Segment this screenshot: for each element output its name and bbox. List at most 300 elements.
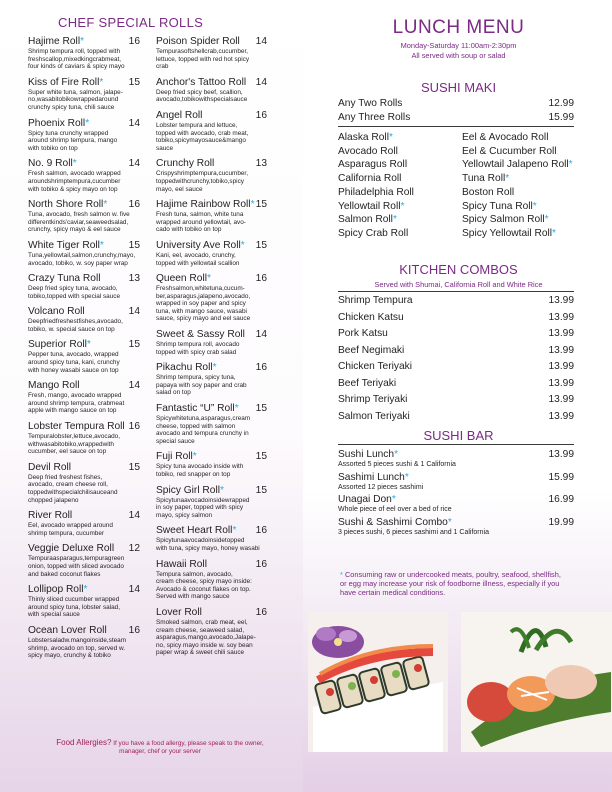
roll-item (28, 240, 140, 267)
maki-item-name: Spicy Tuna Roll (462, 200, 533, 212)
roll-name: Sweet Heart Roll (156, 525, 233, 537)
roll-description: Freshsalmon,whitetuna,cucum- (156, 285, 245, 293)
roll-description: Fresh salmon, avocado wrapped (28, 170, 121, 178)
roll-item (28, 421, 140, 456)
sushi-bar-header (338, 449, 574, 461)
roll-item (156, 485, 267, 520)
roll-title (156, 362, 217, 374)
roll-price: 16 (255, 525, 267, 537)
raw-food-disclaimer (340, 570, 565, 597)
maki-item (462, 158, 573, 172)
roll-price: 15 (128, 239, 140, 251)
disclaimer-text: Consuming raw or undercooked meats, poultry, seafood, shellfish, or egg may increase your risk of foodborne illness, especially if you have certain medical conditions. (340, 570, 561, 597)
roll-header (156, 199, 267, 211)
sushi-bar-description: Assorted 5 pieces sushi & 1 California (338, 461, 456, 468)
roll-price: 15 (255, 451, 267, 463)
roll-header (156, 607, 267, 619)
combo-row (338, 345, 574, 356)
roll-title (156, 240, 245, 252)
roll-description: Kani, eel, avocado, crunchy, (156, 251, 236, 259)
roll-description: cream cheese, seaweed salad, (156, 626, 245, 634)
roll-price: 14 (128, 510, 140, 522)
roll-price: 15 (128, 339, 140, 351)
combo-price: 13.99 (548, 377, 574, 389)
roll-description: Fresh, mango, avocado wrapped (28, 392, 122, 400)
roll-price: 12 (128, 543, 140, 555)
maki-item-name: Salmon Roll (338, 214, 393, 226)
maki-item (338, 213, 414, 227)
roll-description: Deep fried spicy tuna, avocado, (28, 285, 118, 293)
star-icon: * (86, 339, 91, 351)
roll-description: toppedwithspecialchilisauceand (28, 489, 118, 496)
combo-price: 13.99 (548, 344, 574, 356)
roll-title (156, 273, 211, 285)
chef-special-column-2 (156, 36, 267, 663)
roll-name: Mango Roll (28, 380, 80, 392)
disclaimer-star: * (340, 570, 343, 579)
maki-item-name: Boston Roll (462, 186, 515, 198)
roll-name: Hajime Roll (28, 36, 81, 47)
roll-name: North Shore Roll (28, 199, 104, 211)
roll-description: cheese, topped with salmon (156, 422, 236, 430)
roll-title (156, 36, 240, 48)
roll-price: 13 (255, 158, 267, 170)
roll-name: Phoenix Roll (28, 117, 86, 129)
roll-name: Volcano Roll (28, 306, 85, 318)
roll-price: 16 (128, 199, 140, 211)
maki-item (338, 200, 414, 214)
roll-name: Devil Roll (28, 461, 72, 473)
roll-title (156, 403, 239, 415)
roll-description: Served with mango sauce (156, 593, 230, 601)
roll-description: topped with spicy crab salad (156, 348, 237, 356)
roll-title (156, 451, 197, 463)
roll-title (28, 510, 72, 522)
roll-title (156, 199, 255, 211)
roll-price: 15 (128, 461, 140, 473)
roll-description: Tempura salmon, avocado, (156, 570, 233, 578)
combo-price: 13.99 (548, 410, 574, 422)
roll-description: in soy paper, topped with spicy (156, 504, 244, 512)
roll-title (28, 625, 107, 637)
maki-price-label: Any Two Rolls (338, 98, 403, 109)
roll-title (156, 559, 207, 571)
maki-item (338, 227, 414, 241)
roll-item (28, 625, 140, 660)
combo-price: 13.99 (548, 295, 574, 306)
roll-title (28, 36, 84, 48)
roll-title (28, 158, 77, 170)
roll-name: Crazy Tuna Roll (28, 273, 101, 285)
roll-description: differentkinds'caviar,seaweedsalad, (28, 218, 129, 226)
sushi-bar-header (338, 494, 574, 506)
roll-header (156, 36, 267, 48)
roll-item (28, 77, 140, 112)
roll-item (28, 380, 140, 415)
roll-description: Tempurasoftshellcrab,cucumber, (156, 48, 248, 55)
roll-description: onion, topped with sliced avocado (28, 562, 124, 570)
maki-item-name: Eel & Avocado Roll (462, 132, 549, 143)
combo-name: Beef Negimaki (338, 344, 405, 356)
star-icon: * (72, 158, 77, 170)
roll-price: 15 (255, 239, 267, 251)
maki-item-name: Spicy Yellowtail Roll (462, 227, 553, 239)
roll-price: 14 (128, 117, 140, 129)
roll-description: around spicy tuna, kani, crunchy (28, 359, 120, 367)
maki-item-name: Spicy Salmon Roll (462, 214, 545, 226)
roll-title (156, 77, 246, 89)
star-icon: * (85, 117, 90, 129)
roll-title (156, 158, 214, 170)
roll-header (28, 584, 140, 596)
roll-name: Superior Roll (28, 339, 87, 351)
roll-description: Shrimp tempura roll, topped with (28, 48, 120, 55)
lunch-hours: Monday-Saturday 11:00am-2:30pm (400, 41, 517, 50)
roll-name: Veggie Deluxe Roll (28, 543, 115, 555)
roll-description: crab (156, 63, 169, 71)
roll-header (156, 451, 267, 463)
star-icon: * (232, 525, 237, 537)
roll-description: papaya with soy paper and crab (156, 381, 247, 389)
roll-price: 14 (128, 306, 140, 318)
sushi-bar-title: SUSHI BAR (423, 428, 494, 443)
roll-item (156, 36, 267, 71)
roll-description: Eel, avocado wrapped around (28, 522, 113, 530)
star-icon: * (400, 200, 405, 212)
roll-item (28, 199, 140, 234)
roll-description: Tempuraasparagus,tempuragreen (28, 555, 125, 563)
roll-name: Anchor's Tattoo Roll (156, 76, 247, 88)
star-icon: * (532, 200, 537, 212)
roll-header (156, 110, 267, 122)
roll-item (28, 36, 140, 71)
combo-name: Salmon Teriyaki (338, 410, 410, 422)
maki-price: 12.99 (548, 98, 574, 109)
roll-price: 14 (128, 584, 140, 596)
roll-header (28, 625, 140, 637)
star-icon: * (391, 494, 396, 505)
roll-name: Queen Roll (156, 273, 207, 285)
star-icon: * (544, 214, 549, 226)
roll-description: tobiko,spicymayosauce&mango (156, 137, 246, 145)
roll-title (28, 273, 100, 285)
maki-item-name: California Roll (338, 173, 402, 185)
roll-description: lettuce, topped with red hot spicy (156, 55, 250, 63)
roll-description: around shrimp tempura, crabmeat (28, 399, 125, 407)
star-icon: * (99, 76, 104, 88)
star-icon: * (388, 132, 393, 143)
roll-name: Angel Roll (156, 109, 203, 121)
roll-description: no,wasabitobikowrappedaround (28, 96, 119, 104)
roll-description: avocado and tempura crunchy in (156, 430, 249, 438)
sushi-bar-price: 16.99 (548, 494, 574, 505)
combo-price: 13.99 (548, 361, 574, 372)
roll-description: Lobster tempura and lettuce, (156, 121, 238, 129)
roll-description: tobiko,topped with special sauce (28, 292, 121, 300)
combo-price: 13.99 (548, 328, 574, 339)
lunch-menu-title: LUNCH MENU (392, 17, 525, 38)
combo-name: Shrimp Tempura (338, 295, 413, 306)
roll-name: Fantastic “U” Roll (156, 403, 235, 415)
roll-description: Shrimp tempura roll, avocado (156, 341, 240, 349)
star-icon: * (404, 472, 409, 483)
sushi-bar-title (338, 472, 409, 484)
roll-name: Kiss of Fire Roll (28, 76, 100, 88)
roll-description: sauce (156, 144, 174, 152)
roll-item (156, 110, 267, 152)
sushi-bar-price: 13.99 (548, 449, 574, 460)
roll-header (28, 543, 140, 555)
star-icon: * (568, 159, 573, 171)
roll-item (28, 462, 140, 504)
kitchen-combos-title: KITCHEN COMBOS (399, 262, 518, 277)
roll-price: 16 (255, 273, 267, 285)
roll-name: Sweet & Sassy Roll (156, 329, 245, 341)
roll-name: White Tiger Roll (28, 239, 100, 251)
roll-description: Tuna,yellowtail,salmon,crunchy,mayo, (28, 251, 136, 259)
sushi-bar-header (338, 517, 574, 529)
roll-description: Tempuralobster,lettuce,avocado, (28, 433, 121, 441)
combo-name: Chicken Teriyaki (338, 361, 412, 372)
maki-item-name: Eel & Cucumber Roll (462, 145, 557, 157)
roll-item (156, 158, 267, 193)
combo-name: Shrimp Teriyaki (338, 394, 408, 405)
roll-name: Spicy Girl Roll (156, 484, 220, 496)
sushi-bar-title (338, 494, 396, 506)
star-icon: * (192, 451, 197, 463)
roll-header (156, 403, 267, 415)
roll-price: 16 (255, 606, 267, 618)
roll-price: 15 (128, 76, 140, 88)
roll-header (156, 273, 267, 285)
roll-header (28, 273, 140, 285)
roll-description: topped with yellowtail scallion (156, 259, 240, 267)
roll-description: tobiko, w. special sauce on top (28, 325, 115, 333)
roll-description: paper wrap & sweet chili sauce (156, 649, 245, 657)
roll-header (156, 158, 267, 170)
combo-name: Pork Katsu (338, 328, 388, 339)
roll-title (28, 240, 104, 252)
roll-description: toppedwithcrunchy,tobiko,spicy (156, 177, 244, 185)
combo-row (338, 361, 574, 372)
maki-item (462, 131, 573, 145)
roll-title (28, 421, 125, 433)
roll-description: withwasabitobiko,wrappedwith (28, 440, 114, 448)
roll-name: River Roll (28, 510, 73, 522)
maki-item (462, 227, 573, 241)
combo-price: 13.99 (548, 394, 574, 405)
roll-description: sauce, spicy mayo and eel sauce (156, 315, 251, 323)
sushi-bar-name: Sashimi Lunch (338, 472, 405, 483)
maki-item (338, 131, 414, 145)
roll-name: Ocean Lover Roll (28, 624, 107, 636)
combo-row (338, 411, 574, 422)
sushi-bar-title (338, 449, 398, 461)
maki-item-name: Tuna Roll (462, 173, 506, 185)
roll-header (28, 510, 140, 522)
roll-name: Hajime Rainbow Roll (156, 199, 251, 211)
roll-item (156, 451, 267, 478)
roll-name: Lover Roll (156, 606, 202, 618)
roll-description: Tuna, avocado, fresh salmon w. five (28, 211, 130, 219)
roll-header (156, 559, 267, 571)
maki-item-name: Avocado Roll (338, 145, 398, 157)
star-icon: * (206, 273, 211, 285)
roll-description: Smoked salmon, crab meat, eel, (156, 618, 248, 626)
roll-title (28, 380, 80, 392)
kitchen-combos-subtitle: Served with Shumai, California Roll and White Rice (374, 280, 543, 289)
maki-item-name: Alaska Roll (338, 132, 389, 143)
roll-item (28, 118, 140, 153)
sushi-bar-name: Sushi Lunch (338, 449, 395, 460)
maki-item (462, 172, 573, 186)
combo-price: 13.99 (548, 311, 574, 323)
roll-item (156, 559, 267, 601)
sushi-roll-photo (308, 612, 448, 752)
roll-title (28, 306, 85, 318)
roll-description: cream cheese, spicy mayo inside: (156, 578, 252, 586)
roll-header (28, 240, 140, 252)
roll-title (28, 462, 71, 474)
roll-header (28, 158, 140, 170)
roll-description: Shrimp tempura, spicy tuna, (156, 374, 236, 382)
maki-item (462, 186, 573, 200)
roll-description: Super white tuna, salmon, jalape- (28, 88, 123, 96)
sushi-bar-price: 15.99 (548, 472, 574, 483)
star-icon: * (234, 403, 239, 415)
sushi-bar-divider (338, 444, 574, 445)
roll-name: University Ave Roll (156, 239, 241, 251)
food-allergy-label: Food Allergies? (56, 738, 112, 747)
roll-description: Avocado & coconut flakes on top. (156, 585, 251, 593)
roll-description: ber,asparagus,jalapeno,avocado, (156, 292, 251, 300)
maki-item-name: Yellowtail Jalapeno Roll (462, 159, 569, 171)
roll-description: Fresh tuna, salmon, white tuna (156, 211, 244, 219)
combo-name: Chicken Katsu (338, 311, 404, 323)
roll-name: Pikachu Roll (156, 362, 213, 374)
roll-header (156, 525, 267, 537)
maki-item (462, 213, 573, 227)
roll-header (156, 329, 267, 341)
sushi-bar-name: Sushi & Sashimi Combo (338, 517, 448, 528)
maki-item (462, 200, 573, 214)
maki-divider (338, 126, 574, 127)
roll-description: Deep fried spicy beef, scallion, (156, 88, 243, 96)
roll-item (28, 339, 140, 374)
roll-header (28, 118, 140, 130)
roll-price: 16 (128, 36, 140, 47)
star-icon: * (394, 449, 399, 460)
star-icon: * (212, 362, 217, 374)
roll-header (28, 421, 140, 433)
maki-item-name: Philadelphia Roll (338, 186, 414, 198)
roll-item (28, 510, 140, 537)
roll-description: chopped jalapeno (28, 496, 79, 504)
maki-item (338, 158, 414, 172)
sushi-bar-item (338, 517, 574, 537)
sushi-bar-name: Unagai Don (338, 494, 392, 505)
roll-description: tuna, with mango sauce, wasabi (156, 307, 247, 315)
roll-description: around shrimp tempura, mango (28, 137, 118, 145)
roll-description: Thinly sliced cucumber wrapped (28, 596, 120, 604)
roll-description: with tobiko & spicy mayo on top (28, 185, 118, 193)
roll-description: mayo, eel sauce (156, 185, 203, 193)
roll-title (156, 110, 202, 122)
roll-name: Crunchy Roll (156, 158, 215, 170)
star-icon: * (219, 484, 224, 496)
roll-price: 14 (255, 76, 267, 88)
roll-price: 14 (128, 158, 140, 170)
roll-description: Spicywhitetuna,asparagus,cream (156, 415, 251, 423)
sushi-bar-description: Whole piece of eel over a bed of rice (338, 506, 452, 513)
roll-title (28, 77, 103, 89)
maki-item-name: Asparagus Roll (338, 159, 408, 171)
roll-description: Crispyshrimptempura,cucumber, (156, 170, 248, 178)
sushi-maki-title: SUSHI MAKI (420, 80, 497, 95)
roll-item (28, 584, 140, 619)
roll-header (28, 339, 140, 351)
roll-description: special sauce (156, 437, 195, 445)
roll-header (28, 36, 140, 48)
sashimi-photo (461, 612, 612, 752)
food-allergy-text-1: If you have a food allergy, please speak to the owner, (111, 740, 264, 747)
roll-price: 16 (255, 558, 267, 570)
roll-title (156, 329, 245, 341)
combo-row (338, 394, 574, 405)
roll-title (28, 199, 107, 211)
star-icon: * (99, 239, 104, 251)
roll-price: 15 (255, 403, 267, 415)
maki-list-left (338, 131, 414, 241)
roll-header (156, 77, 267, 89)
lunch-note: All served with soup or salad (411, 51, 506, 60)
roll-description: around spicy tuna, lobster salad, (28, 603, 121, 611)
roll-name: Lobster Tempura Roll (28, 421, 125, 433)
roll-description: with tuna, spicy mayo, honey wasabi (156, 544, 260, 552)
star-icon: * (552, 227, 557, 239)
roll-description: freshscallop,mixedkingcrabmeat, (28, 55, 122, 63)
roll-description: Deep fried freshest fishes, (28, 473, 103, 481)
maki-item (338, 186, 414, 200)
roll-description: shrimp, avocado on top, served w. (28, 644, 125, 652)
roll-description: mayo, spicy salmon (156, 511, 213, 519)
roll-item (156, 362, 267, 397)
star-icon: * (80, 36, 85, 47)
roll-description: cado with tobiko on top (156, 226, 222, 234)
roll-description: wrapped in soy paper and spicy (156, 300, 246, 308)
chef-special-column-1 (28, 36, 140, 666)
roll-description: apple with mango sauce on top (28, 407, 117, 415)
sushi-bar-description: Assorted 12 pieces sashimi (338, 484, 424, 491)
roll-header (28, 380, 140, 392)
roll-title (156, 485, 224, 497)
roll-description: spicy mayo, crunchy & tobiko (28, 652, 111, 660)
roll-price: 14 (255, 36, 267, 47)
sushi-bar-item (338, 449, 574, 469)
maki-item (462, 145, 573, 159)
roll-title (28, 118, 89, 130)
roll-header (28, 199, 140, 211)
roll-description: cucumber, eel sauce on top (28, 448, 107, 456)
maki-item (338, 145, 414, 159)
roll-item (156, 607, 267, 657)
roll-header (156, 240, 267, 252)
sushi-bar-price: 19.99 (548, 517, 574, 528)
roll-name: Hawaii Roll (156, 558, 207, 570)
roll-description: avocado,tobikowithspecialsauce (156, 96, 248, 104)
combo-row (338, 378, 574, 389)
roll-item (28, 158, 140, 193)
